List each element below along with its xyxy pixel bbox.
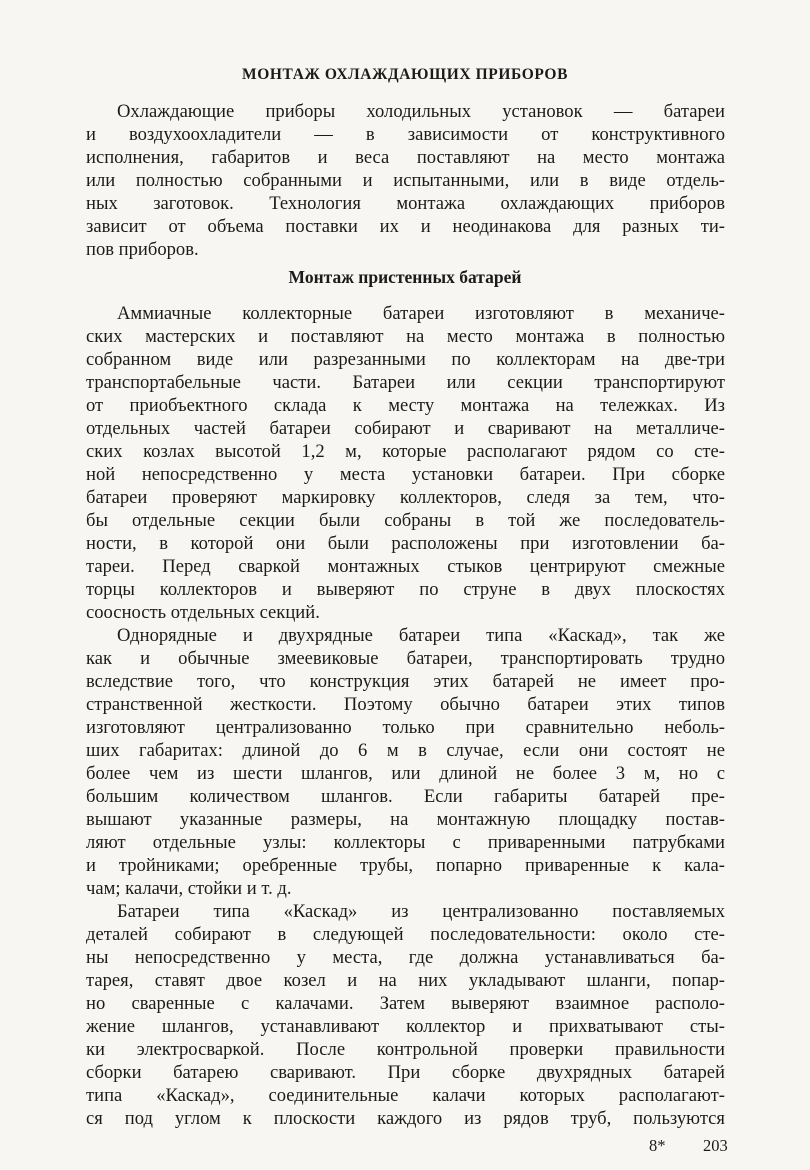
signature-mark: 8* <box>649 1136 666 1155</box>
text-line: ся под углом к плоскости каждого из рядов труб, пользуются <box>86 1108 725 1129</box>
text-line: и воздухоохладители — в зависимости от конструктивного <box>86 124 725 145</box>
text-line: вследствие того, что конструкция этих батарей не имеет про- <box>86 671 725 692</box>
text-line: странственной жесткости. Поэтому обычно батареи этих типов <box>86 694 725 715</box>
text-line: и тройниками; оребренные трубы, попарно приваренные к кала- <box>86 855 725 876</box>
page-number: 203 <box>703 1136 728 1155</box>
text-line: Батареи типа «Каскад» из централизованно поставляемых <box>117 901 725 922</box>
text-line: ности, в которой они были расположены при изготовлении ба- <box>86 533 725 554</box>
chapter-heading: МОНТАЖ ОХЛАЖДАЮЩИХ ПРИБОРОВ <box>241 66 569 83</box>
text-line: ных заготовок. Технология монтажа охлаждающих приборов <box>86 193 725 214</box>
text-line: сборки батарею сваривают. При сборке двухрядных батарей <box>86 1062 725 1083</box>
text-line: деталей собирают в следующей последовательности: около сте- <box>86 924 725 945</box>
text-line: от приобъектного склада к месту монтажа на тележках. Из <box>86 395 725 416</box>
text-line: ших габаритах: длиной до 6 м в случае, если они состоят не <box>86 740 725 761</box>
text-line: ских мастерских и поставляют на место монтажа в полностью <box>86 326 725 347</box>
text-line: как и обычные змеевиковые батареи, транспортировать трудно <box>86 648 725 669</box>
text-line: бы отдельные секции были собраны в той же последователь- <box>86 510 725 531</box>
text-line: ки электросваркой. После контрольной проверки правильности <box>86 1039 725 1060</box>
text-line: вышают указанные размеры, на монтажную площадку постав- <box>86 809 725 830</box>
text-line: изготовляют централизованно только при сравнительно неболь- <box>86 717 725 738</box>
text-line: ляют отдельные узлы: коллекторы с приваренными патрубками <box>86 832 725 853</box>
text-line: пов приборов. <box>86 239 199 260</box>
text-line: Охлаждающие приборы холодильных установок — батареи <box>117 101 725 122</box>
text-line: или полностью собранными и испытанными, или в виде отдель- <box>86 170 725 191</box>
text-line: ной непосредственно у места установки батареи. При сборке <box>86 464 725 485</box>
text-line: ских козлах высотой 1,2 м, которые располагают рядом со сте- <box>86 441 725 462</box>
text-line: исполнения, габаритов и веса поставляют на место монтажа <box>86 147 725 168</box>
section-title: Монтаж пристенных батарей <box>288 267 522 287</box>
text-line: тарея, ставят двое козел и на них укладывают шланги, попар- <box>86 970 725 991</box>
text-line: батареи проверяют маркировку коллекторов, следя за тем, что- <box>86 487 725 508</box>
text-line: чам; калачи, стойки и т. д. <box>86 878 292 899</box>
text-line: Однорядные и двухрядные батареи типа «Каскад», так же <box>117 625 725 646</box>
text-line: тареи. Перед сваркой монтажных стыков центрируют смежные <box>86 556 725 577</box>
text-line: типа «Каскад», соединительные калачи которых располагают- <box>86 1085 725 1106</box>
text-line: собранном виде или разрезанными по коллекторам на две-три <box>86 349 725 370</box>
text-line: транспортабельные части. Батареи или секции транспортируют <box>86 372 725 393</box>
text-line: соосность отдельных секций. <box>86 602 320 623</box>
text-line: ны непосредственно у места, где должна устанавливаться ба- <box>86 947 725 968</box>
text-line: более чем из шести шлангов, или длиной не более 3 м, но с <box>86 763 725 784</box>
text-line: Аммиачные коллекторные батареи изготовляют в механиче- <box>117 303 725 324</box>
text-line: зависит от объема поставки их и неодинакова для разных ти- <box>86 216 725 237</box>
text-line: но сваренные с калачами. Затем выверяют взаимное располо- <box>86 993 725 1014</box>
text-line: отдельных частей батареи собирают и сваривают на металличе- <box>86 418 725 439</box>
text-line: большим количеством шлангов. Если габариты батарей пре- <box>86 786 725 807</box>
text-line: торцы коллекторов и выверяют по струне в двух плоскостях <box>86 579 725 600</box>
text-line: жение шлангов, устанавливают коллектор и прихватывают сты- <box>86 1016 725 1037</box>
